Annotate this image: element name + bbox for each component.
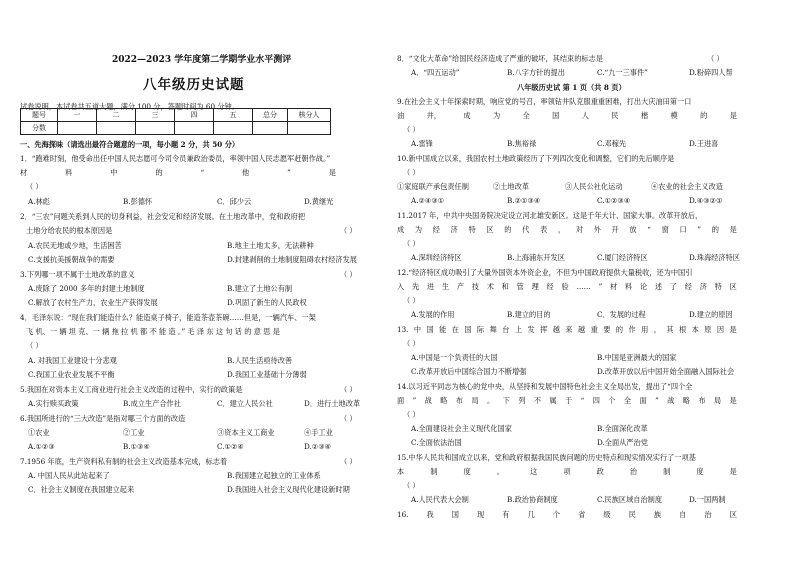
stem-char: 国: [451, 510, 459, 519]
stem-char: 族: [653, 510, 662, 519]
stem-char: 有: [502, 510, 510, 519]
section-heading: 一、先海探味（请选出最符合题意的一项，每小题 2 分，共 50 分）: [20, 140, 240, 149]
table-cell: 核分人: [288, 109, 331, 122]
stem-char: ……: [576, 282, 591, 291]
option-d[interactable]: D.巩固了新生的人民政权: [227, 298, 307, 307]
stem-char: 人: [581, 111, 589, 120]
option-d[interactable]: D.全面从严治党: [597, 438, 648, 447]
stem-char: 现: [477, 510, 485, 519]
stem-char: 于: [565, 396, 573, 405]
stem-char: 成: [463, 111, 471, 120]
stem-char: 因: [716, 325, 725, 334]
stem-char: 。: [487, 396, 495, 405]
stem-char: 的: [504, 225, 512, 234]
option-a[interactable]: A. 中国人民从此站起来了: [28, 471, 110, 480]
question-1-stem: 1．“跑难时刻，他受命出任中国人民志愿可今司令员兼政治委员，率领中国人民志愿军赶朝作战。”: [20, 154, 331, 163]
answer-bracket[interactable]: （ ）: [403, 481, 420, 490]
stem-char: 开: [611, 225, 619, 234]
stem-char: 述: [654, 282, 663, 291]
score-input-cell[interactable]: [214, 122, 253, 135]
stem-char: 是: [729, 325, 737, 334]
stem-char: 生: [441, 282, 450, 291]
table-cell: 分数: [21, 122, 58, 135]
page-footer: 八年级历史试 第 1 页（共 8 页）: [517, 83, 626, 92]
score-input-cell[interactable]: [175, 122, 214, 135]
stem-char: 的: [711, 225, 719, 234]
stem-char: 楷: [640, 111, 649, 120]
stem-char: 16.: [397, 510, 409, 519]
stem-char: 油: [397, 111, 405, 120]
table-cell: 三: [136, 109, 175, 122]
stem-char: 面: [397, 396, 405, 405]
table-cell: 一: [58, 109, 97, 122]
option-b[interactable]: B.全面深化改革: [597, 424, 648, 433]
option-a[interactable]: A.深圳经济特区: [411, 253, 462, 262]
stem-char: 个: [552, 510, 561, 519]
stem-char: 经: [546, 282, 554, 291]
stem-char: 上: [514, 325, 523, 334]
stem-char: 省: [578, 510, 586, 519]
stem-char: 四: [592, 396, 600, 405]
stem-char: 济: [699, 282, 707, 291]
stem-char: 根: [678, 325, 687, 334]
answer-bracket[interactable]: （ ）: [340, 385, 357, 394]
stem-char: 用: [641, 325, 649, 334]
stem-char: 技: [471, 282, 479, 291]
option-b[interactable]: B.建立了土地公有制: [227, 284, 293, 293]
answer-bracket[interactable]: （ ）: [26, 341, 43, 350]
question-15-stem-line2: [397, 468, 737, 475]
option-a[interactable]: A.农民无地或少地，生活困苦: [28, 241, 122, 250]
stem-char: 作: [628, 325, 636, 334]
stem-char: 中: [110, 168, 118, 177]
stem-char: 战: [424, 396, 432, 405]
option-a[interactable]: A.全面建设社会主义现代化国家: [411, 424, 512, 433]
option-c[interactable]: C．社会主义制度在我国建立起来: [28, 485, 135, 494]
statement-1: ①家庭联产承包责任制: [397, 182, 469, 191]
statement-4: ④手工业: [304, 428, 333, 437]
option-b[interactable]: B.成立生产合作社: [123, 399, 181, 408]
option-c[interactable]: C.厦门经济特区: [597, 253, 648, 262]
question-14-stem: 14.以习近平同志为核心的党中央，从坚持和发展中国特色社会主义全局出发，提出了“四个全: [397, 382, 693, 391]
question-15-stem: 15.中华人民共和国成立以来，党和政府根据我国民族问题的历史特点和现实情况实行了一项基: [397, 453, 696, 462]
option-b[interactable]: B.八字方针的提出: [507, 68, 565, 77]
stem-char: 区: [729, 282, 737, 291]
stem-char: “: [200, 168, 205, 177]
option-a[interactable]: A.②④③①: [411, 196, 445, 205]
answer-bracket[interactable]: （ ）: [403, 125, 420, 134]
option-c[interactable]: C.“九一三事件”: [597, 68, 648, 77]
option-c[interactable]: C.全面依法治国: [411, 438, 462, 447]
option-b[interactable]: B.我国建立起独立的工业体系: [227, 471, 321, 480]
option-d[interactable]: D.我国进入社会主义现代化建设新时期: [227, 485, 350, 494]
stem-char: 料: [624, 282, 633, 291]
option-c[interactable]: C.①②③④: [597, 196, 631, 205]
question-4-stem-line2: 飞 机、一 辆 坦 克、一 辆 拖 拉 机 都 不 能 造 。” 毛 泽 东 这 句 话 的 意 思 是: [26, 327, 280, 336]
stem-char: 略: [440, 396, 448, 405]
answer-bracket[interactable]: （ ）: [403, 296, 420, 305]
stem-char: 制: [663, 467, 671, 476]
stem-char: 口: [679, 225, 687, 234]
statement-2: ②工业: [123, 428, 145, 437]
option-a[interactable]: A．“四五运动”: [411, 68, 460, 77]
score-input-cell[interactable]: [97, 122, 136, 135]
stem-char: 外: [593, 225, 601, 234]
option-d[interactable]: D.②③④: [304, 442, 332, 451]
option-c[interactable]: C．建立人民公社: [217, 399, 273, 408]
option-d[interactable]: D.封建剥削的土地制度阻碍农村经济发展: [227, 255, 357, 264]
stem-char: 治: [629, 467, 638, 476]
stem-char: 济: [450, 225, 458, 234]
stem-char: 是: [729, 396, 737, 405]
option-c[interactable]: C.①②④: [217, 442, 244, 451]
stem-char: “: [580, 396, 585, 405]
stem-char: 窗: [661, 225, 669, 234]
question-16-stem: [397, 511, 737, 518]
stem-char: 个: [608, 396, 616, 405]
option-b[interactable]: B.政治协商制度: [507, 495, 558, 504]
stem-char: 理: [531, 282, 539, 291]
option-c[interactable]: C.邓稼先: [597, 139, 627, 148]
stem-char: 管: [516, 282, 524, 291]
option-a[interactable]: A.实行赎买政策: [28, 399, 79, 408]
question-9-stem: 9.在社会主义十年探索时期，响应党的号召，率领钻井队克服重重困难，打出大庆油田第一口: [397, 97, 692, 106]
option-c[interactable]: C.支援抗美援朝战争的需要: [28, 255, 115, 264]
stem-char: 经: [684, 282, 692, 291]
stem-char: 几: [527, 510, 535, 519]
question-12-stem: 12.“经济特区成功吸引了大量外国资本外资企业，不但为中国政府提供大量税收，还为中国引: [397, 268, 693, 277]
stem-char: 进: [426, 282, 435, 291]
stem-char: 全: [623, 396, 632, 405]
stem-char: 代: [522, 225, 530, 234]
stem-char: 原: [704, 325, 712, 334]
stem-char: 。: [496, 467, 504, 476]
option-b[interactable]: B.建立的目的: [507, 310, 551, 319]
option-c[interactable]: C．邱少云: [217, 197, 252, 206]
stem-char: 全: [522, 111, 530, 120]
stem-char: 下: [502, 396, 510, 405]
stem-char: 井，: [426, 111, 441, 120]
stem-char: ”: [287, 168, 291, 177]
stem-char: 成: [397, 225, 405, 234]
stem-char: 13.: [397, 325, 409, 334]
stem-char: 度: [696, 467, 704, 476]
table-cell: 五: [214, 109, 253, 122]
question-2-stem-line2: 土地分给农民的根本原因是: [26, 226, 113, 235]
answer-bracket[interactable]: （ ）: [707, 54, 724, 63]
stem-char: 了: [669, 282, 678, 291]
option-a[interactable]: A.①②③: [28, 442, 55, 451]
option-c[interactable]: C.民族区域自治制度: [597, 495, 663, 504]
answer-bracket[interactable]: （ ）: [403, 168, 420, 177]
stem-char: 国: [464, 325, 472, 334]
stem-char: 际: [476, 325, 485, 334]
stem-char: 民: [611, 111, 619, 120]
option-a[interactable]: A.人民代表大会制: [411, 495, 469, 504]
option-a[interactable]: A.林彪: [28, 197, 50, 206]
stem-char: 我: [426, 510, 434, 519]
stem-char: 列: [518, 396, 526, 405]
stem-char: 特: [468, 225, 476, 234]
stem-char: 的: [155, 168, 163, 177]
option-d[interactable]: D.粉碎四人帮: [689, 68, 733, 77]
stem-char: 项: [563, 467, 571, 476]
stem-char: 挥: [540, 325, 548, 334]
option-b[interactable]: B.①③④: [123, 442, 150, 451]
stem-char: 台: [502, 325, 510, 334]
statement-1: ①农业: [28, 428, 50, 437]
stem-char: 是: [729, 111, 737, 120]
stem-char: 度: [463, 467, 471, 476]
stem-char: 制: [430, 467, 438, 476]
option-b[interactable]: B.上海浦东开发区: [507, 253, 565, 262]
stem-char: 其: [666, 325, 674, 334]
option-b[interactable]: B.地主土地太多，无法耕种: [227, 241, 314, 250]
option-c[interactable]: C.解放了农村生产力，农业生产获得发展: [28, 298, 158, 307]
score-input-cell[interactable]: [58, 122, 97, 135]
exam-instructions: 试卷说明，本试卷共五道大题，满分 100 分，答题时间为 60 分钟。: [20, 102, 239, 111]
question-13-stem: [397, 326, 737, 333]
stem-char: 布: [698, 396, 706, 405]
option-a[interactable]: A.雷锋: [411, 139, 433, 148]
stem-char: 模: [670, 111, 678, 120]
stem-char: 材: [610, 282, 618, 291]
stem-char: 舞: [489, 325, 497, 334]
stem-char: 论: [639, 282, 648, 291]
question-7-stem: 7.1956 年底，生产资料私有制的社会主义改造基本完成，标志着: [20, 457, 228, 466]
stem-char: 在: [451, 325, 459, 334]
option-d[interactable]: D.王进喜: [689, 139, 719, 148]
option-a[interactable]: A.废除了 2000 多年的封建土地制度: [28, 284, 145, 293]
answer-bracket[interactable]: （ ）: [403, 239, 420, 248]
stem-char: 这: [530, 467, 538, 476]
stem-char: 放: [629, 225, 637, 234]
stem-char: ”: [697, 225, 702, 234]
left-column: [20, 0, 395, 561]
option-a[interactable]: A.发展的作用: [411, 310, 455, 319]
score-table-score-row: [21, 122, 331, 135]
answer-bracket[interactable]: （ ）: [26, 182, 43, 191]
table-cell: 四: [175, 109, 214, 122]
option-b[interactable]: B.人民生活亟待改善: [227, 356, 293, 365]
option-b[interactable]: B.彭德怀: [123, 197, 153, 206]
exam-title: 八年级历史试题: [143, 77, 245, 93]
stem-char: 布: [455, 396, 464, 405]
answer-bracket[interactable]: （ ）: [340, 457, 357, 466]
stem-char: 越: [552, 325, 560, 334]
stem-char: 越: [577, 325, 586, 334]
stem-char: 政: [596, 467, 604, 476]
stem-char: 国: [552, 111, 560, 120]
stem-char: 重: [590, 325, 598, 334]
stem-char: 的: [700, 111, 708, 120]
stem-char: 材: [20, 168, 28, 177]
question-5-stem: 5.我国在对资本主义工商业进行社会主义改造的过程中，实行的政策是: [20, 385, 243, 394]
stem-char: 民: [628, 510, 636, 519]
stem-char: ”: [412, 396, 417, 405]
stem-char: 产: [456, 282, 465, 291]
stem-char: 自: [679, 510, 687, 519]
stem-char: 战: [667, 396, 675, 405]
option-d[interactable]: D.改革开放以后中国开始全面融入国际社会: [597, 367, 735, 376]
statement-3: ③资本主义工商业: [217, 428, 275, 437]
exam-term-heading: 2022—2023 学年度第二学期学业水平测评: [112, 55, 292, 65]
table-cell: 总分: [253, 109, 288, 122]
table-cell: 二: [97, 109, 136, 122]
stem-char: 不: [533, 396, 542, 405]
answer-bracket[interactable]: （ ）: [403, 339, 420, 348]
option-c[interactable]: C.我国工业农业发展不平衡: [28, 370, 115, 379]
stem-char: 表: [540, 225, 548, 234]
stem-char: 能: [439, 325, 447, 334]
option-d[interactable]: D.黄继光: [304, 197, 334, 206]
answer-bracket[interactable]: （ ）: [340, 270, 357, 279]
answer-bracket[interactable]: （ ）: [340, 226, 357, 235]
stem-char: ”: [598, 282, 603, 291]
stem-char: 要: [603, 325, 611, 334]
stem-char: 验: [561, 282, 569, 291]
stem-char: 略: [682, 396, 690, 405]
stem-char: “: [647, 225, 651, 234]
stem-char: 是: [328, 168, 336, 177]
score-input-cell[interactable]: [136, 122, 175, 135]
stem-char: 为: [414, 225, 423, 234]
question-4-stem: 4．毛泽东说：“现在我们能造什么？能造桌子椅子，能造茶壶茶碗……但是，一辆汽车、一架: [20, 313, 316, 322]
stem-char: 和: [501, 282, 509, 291]
option-a[interactable]: A. 对我国工业建设十分悲观: [28, 356, 117, 365]
stem-char: 级: [603, 510, 611, 519]
option-c[interactable]: C.改革开放后中国综合国力不断增强: [411, 367, 527, 376]
stem-char: 术: [486, 282, 494, 291]
question-12-stem-line2: [397, 283, 737, 290]
question-1-stem-line2: [20, 169, 336, 176]
stem-char: 治: [704, 510, 712, 519]
question-10-stem: 10.新中国成立以来，我国农村土地政策经历了下列四次变化和调整，它们的先后顺序是: [397, 154, 675, 163]
stem-char: 面: [639, 396, 647, 405]
score-input-cell[interactable]: [288, 122, 331, 135]
stem-char: 是: [729, 467, 737, 476]
question-6-stem: 6.我国所进行的“三大改造”是指对哪三个方面的改造: [20, 414, 186, 423]
option-d[interactable]: D.建立的原因: [689, 310, 733, 319]
stem-char: 区: [486, 225, 494, 234]
stem-char: 国: [426, 325, 434, 334]
stem-char: 的: [615, 325, 624, 334]
statement-4: ④农业的社会主义改造: [651, 182, 723, 191]
stem-char: ”: [655, 396, 659, 405]
stem-char: 料: [65, 168, 73, 177]
option-c[interactable]: C．发展的过程: [597, 310, 646, 319]
stem-char: 入: [397, 282, 405, 291]
stem-char: 对: [575, 225, 583, 234]
stem-char: 区: [729, 510, 737, 519]
option-b[interactable]: B.焦裕禄: [507, 139, 537, 148]
right-column: [397, 0, 772, 561]
option-d[interactable]: D.④③②①: [689, 196, 723, 205]
stem-char: 是: [729, 225, 737, 234]
stem-char: 发: [527, 325, 535, 334]
question-14-stem-line2: [397, 397, 737, 404]
answer-bracket[interactable]: （ ）: [340, 414, 357, 423]
score-table-header-row: [21, 109, 331, 122]
answer-bracket[interactable]: （ ）: [403, 410, 420, 419]
option-b[interactable]: B.②①③④: [507, 196, 541, 205]
stem-char: ，: [557, 225, 566, 234]
stem-char: 来: [565, 325, 573, 334]
stem-char: 本: [691, 325, 699, 334]
question-3-stem: 3.下列哪一项不属于土地改革的意义: [20, 270, 135, 279]
statement-3: ③人民公社化运动: [565, 182, 623, 191]
question-11-stem: 11.2017 年，中共中央国务院决定设立河北雄安新区。这是千年大计、国家大事。改革开放后，: [397, 211, 703, 220]
option-d[interactable]: D．进行土地改革: [304, 399, 361, 408]
stem-char: 为: [492, 111, 501, 120]
option-d[interactable]: D.我国工业基础十分薄弱: [227, 370, 307, 379]
score-input-cell[interactable]: [253, 122, 288, 135]
question-2-stem: 2．“三农”问题关系到人民的切身利益，社会安定和经济发展。在土地改革中，党和政府把: [20, 212, 306, 221]
option-d[interactable]: D.珠海经济特区: [689, 253, 740, 262]
stem-char: 中: [413, 325, 422, 334]
question-9-stem-line2: [397, 112, 737, 119]
statement-2: ②土地改革: [493, 182, 529, 191]
question-8-stem: 8．“文化大革命”给国民经济造成了严重的破坏，其结束的标志是: [397, 54, 603, 63]
stem-char: ，: [653, 325, 661, 334]
stem-char: 属: [549, 396, 557, 405]
stem-char: 本: [397, 467, 405, 476]
table-cell: 题号: [21, 109, 58, 122]
stem-char: 特: [714, 282, 722, 291]
stem-char: 局: [471, 396, 479, 405]
stem-char: 经: [432, 225, 440, 234]
question-11-stem-line2: [397, 226, 737, 233]
option-b[interactable]: B.中国是亚洲最大的国家: [597, 353, 677, 362]
stem-char: 先: [411, 282, 420, 291]
stem-char: 局: [713, 396, 722, 405]
score-table: [20, 108, 331, 135]
option-d[interactable]: D.一国两制: [689, 495, 726, 504]
stem-char: 他: [242, 168, 250, 177]
option-a[interactable]: A.中国是一个负责任的大国: [411, 353, 498, 362]
